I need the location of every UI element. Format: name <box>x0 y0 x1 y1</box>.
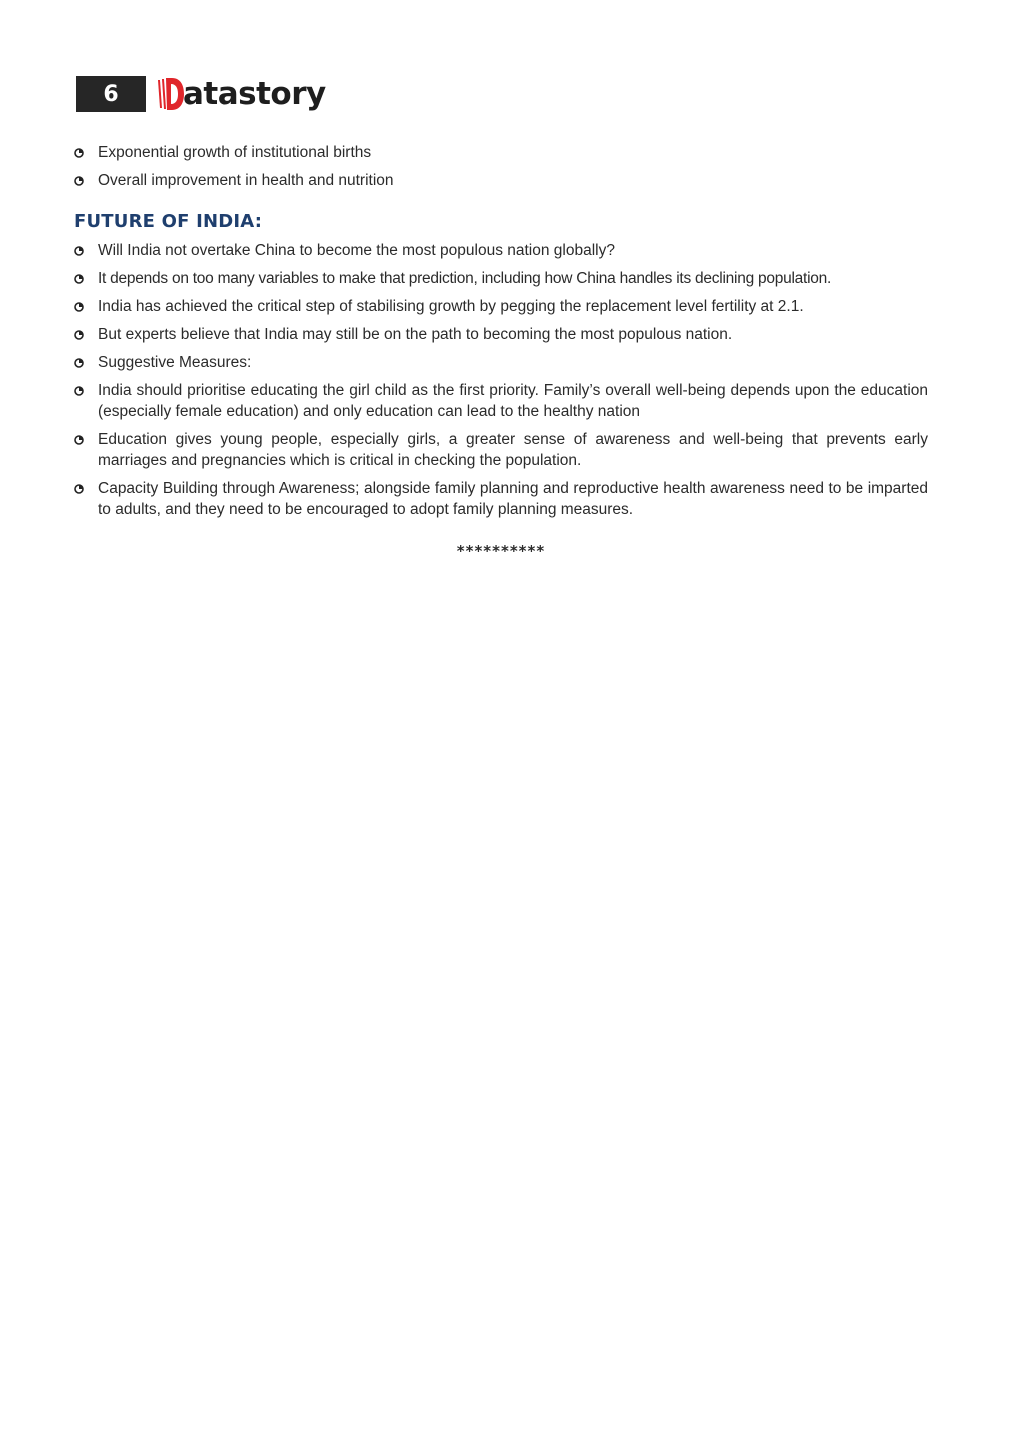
bullet-icon <box>74 330 84 340</box>
page-content <box>74 142 928 560</box>
list-item: Exponential growth of institutional births <box>74 142 928 163</box>
list-item: Education gives young people, especially girls, a greater sense of awareness and well-being that prevents early marriages and pregnancies which is critical in checking the population. <box>74 429 928 471</box>
list-item: India has achieved the critical step of stabilising growth by pegging the replacement level fertility at 2.1. <box>74 296 928 317</box>
intro-bullet-list <box>74 142 928 191</box>
bullet-icon <box>74 302 84 312</box>
datastory-logo <box>156 72 326 116</box>
bullet-icon <box>74 386 84 396</box>
bullet-icon <box>74 176 84 186</box>
list-item: It depends on too many variables to make that prediction, including how China handles its declining population. <box>74 268 928 289</box>
list-item: India should prioritise educating the girl child as the first priority. Family’s overall well-being depends upon the education (especially female education) and only education can lead to the healthy nation <box>74 380 928 422</box>
end-marker: ********** <box>456 542 546 560</box>
bullet-icon <box>74 274 84 284</box>
page-number: 6 <box>76 76 146 112</box>
list-item: Capacity Building through Awareness; alongside family planning and reproductive health awareness need to be imparted to adults, and they need to be encouraged to adopt family planning measures. <box>74 478 928 520</box>
bullet-icon <box>74 148 84 158</box>
brand-name: atastory <box>183 75 326 112</box>
list-item: Will India not overtake China to become the most populous nation globally? <box>74 240 928 261</box>
page-header <box>76 72 326 116</box>
list-item: Suggestive Measures: <box>74 352 928 373</box>
bullet-icon <box>74 358 84 368</box>
list-item: Overall improvement in health and nutrition <box>74 170 928 191</box>
bullet-icon <box>74 246 84 256</box>
list-item: But experts believe that India may still be on the path to becoming the most populous nation. <box>74 324 928 345</box>
logo-d-icon <box>156 76 184 112</box>
section-title: FUTURE OF INDIA: <box>74 211 263 232</box>
bullet-icon <box>74 435 84 445</box>
bullet-icon <box>74 484 84 494</box>
section-bullet-list <box>74 240 928 520</box>
